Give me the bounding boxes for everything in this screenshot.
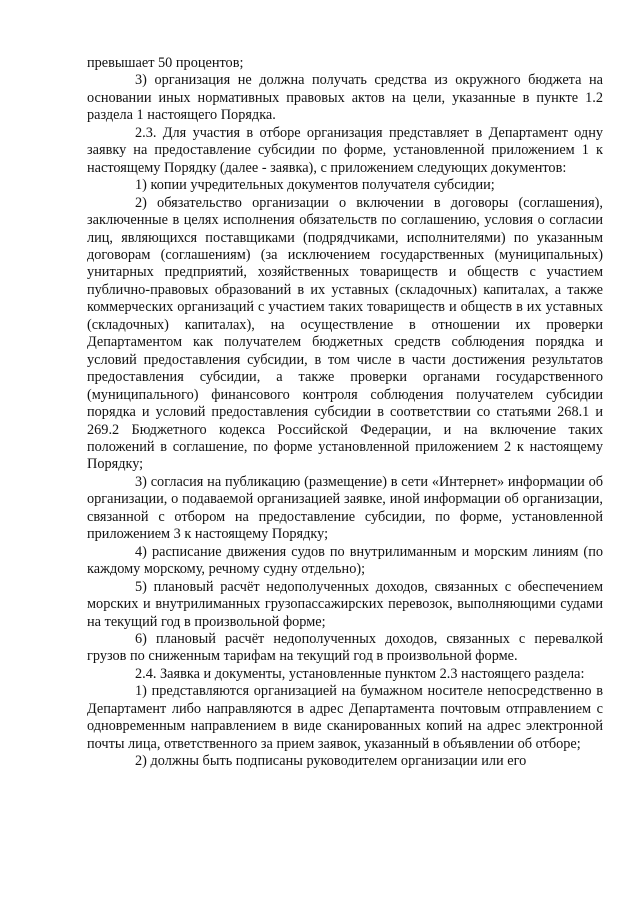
paragraph-section-2-4: 2.4. Заявка и документы, установленные пунктом 2.3 настоящего раздела: bbox=[135, 665, 585, 682]
paragraph-continuation: превышает 50 процентов; bbox=[87, 55, 244, 71]
paragraph-list-item-1: 1) копии учредительных документов получателя субсидии; bbox=[135, 177, 495, 194]
paragraph-list-item-4: 4) расписание движения судов по внутрилиманным и морским линиям (по каждому морскому, речному судну отдельно); bbox=[87, 543, 603, 578]
paragraph-list-item-2: 2) обязательство организации о включении в договоры (соглашения), заключенные в целях исполнения обязательств по соглашению, условия о согласии лиц, являющихся поставщиками (подрядчиками, исполнителями) по указанным договорам (соглашениям) (за исключением государственных (муниципальных) унитарных предприятий, хозяйственных товариществ и обществ с участием публично-правовых образований в их уставных (складочных) капиталах, а также коммерческих организаций с участием таких товариществ и обществ в их уставных (складочных) капиталах), на осуществление в отношении их проверки Департаментом как получателем бюджетных средств соблюдения порядка и условий предоставления субсидии, в том числе в части достижения результатов предоставления субсидии, а также проверки органами государственного (муниципального) финансового контроля соблюдения получателем субсидии порядка и условий предоставления субсидии в соответствии со статьями 268.1 и 269.2 Бюджетного кодекса Российской Федерации, и на включение таких положений в соглашение, по форме установленной приложением 2 к настоящему Порядку; bbox=[87, 194, 603, 473]
paragraph-list-item-6: 6) плановый расчёт недополученных доходов, связанных с перевалкой грузов по сниженным тарифам на текущий год в произвольной форме. bbox=[87, 630, 603, 665]
document-page bbox=[87, 55, 603, 771]
paragraph-item-3: 3) организация не должна получать средства из окружного бюджета на основании иных нормативных правовых актов на цели, указанные в пункте 1.2 раздела 1 настоящего Порядка. bbox=[87, 72, 603, 124]
paragraph-submission-item-2: 2) должны быть подписаны руководителем организации или его bbox=[135, 753, 527, 770]
paragraph-list-item-5: 5) плановый расчёт недополученных доходов, связанных с обеспечением морских и внутрилиманных грузопассажирских перевозок, выполняющими судами на текущий год в произвольной форме; bbox=[87, 578, 603, 630]
paragraph-list-item-3: 3) согласия на публикацию (размещение) в сети «Интернет» информации об организации, о подаваемой организацией заявке, иной информации об организации, связанной с отбором на предоставление субсидии, по форме, установленной приложением 3 к настоящему Порядку; bbox=[87, 473, 603, 543]
paragraph-submission-item-1: 1) представляются организацией на бумажном носителе непосредственно в Департамент либо направляются в адрес Департамента почтовым отправлением с одновременным направлением в виде сканированных копий на адрес электронной почты лица, ответственного за прием заявок, указанный в объявлении об отборе; bbox=[87, 683, 603, 752]
paragraph-section-2-3: 2.3. Для участия в отборе организация представляет в Департамент одну заявку на предоставление субсидии по форме, установленной приложением 1 к настоящему Порядку (далее - заявка), с приложением следующих документов: bbox=[87, 124, 603, 176]
